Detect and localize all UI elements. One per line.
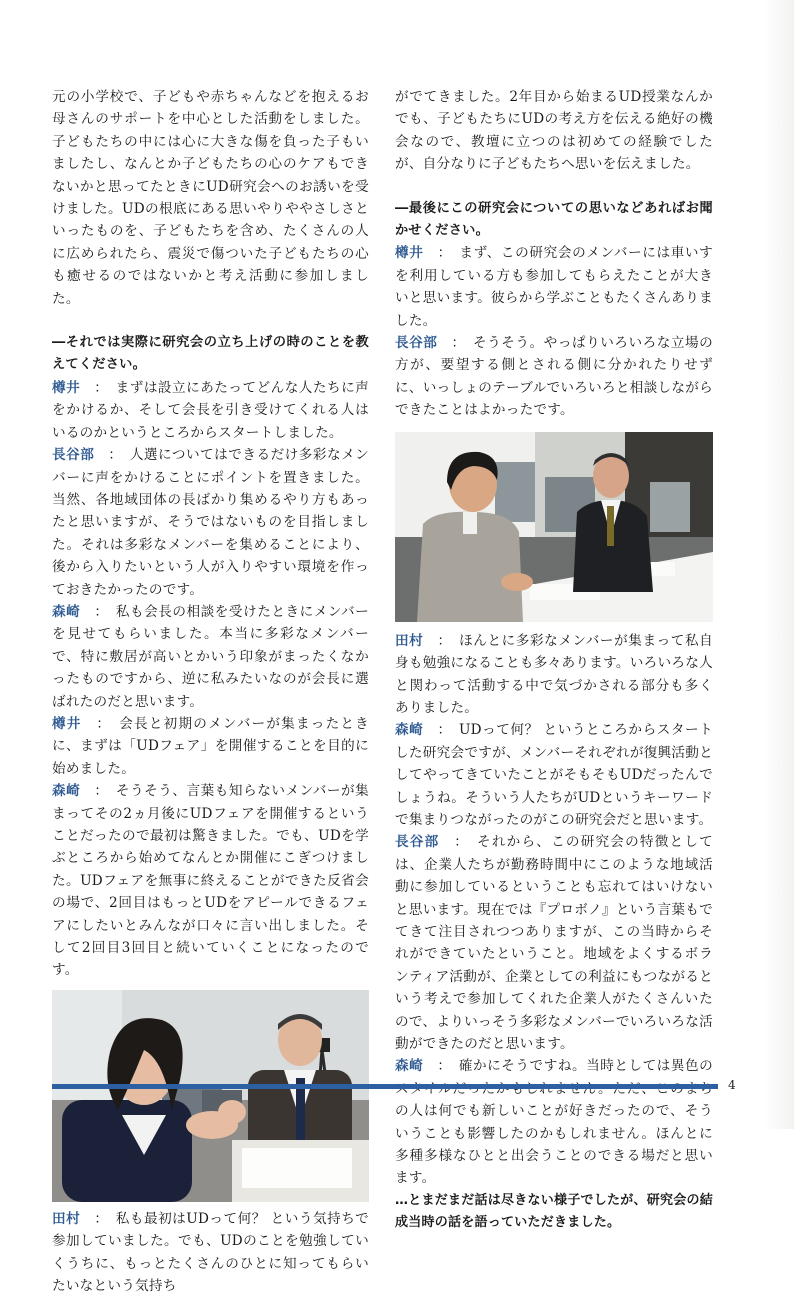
speaker-name: 樽井 — [52, 379, 81, 396]
dialogue-text: そうそう。やっぱりいろいろな立場の方が、要望する側とされる側に分かれたりせずに、いっしょのテーブルでいろいろと相談しながらできたことはよかったです。 — [395, 335, 714, 419]
dialogue-text: 私も最初はUDって何？ という気持ちで参加していました。でも、UDのことを勉強していくうちに、もっとたくさんのひとに知ってもらいたいなという気持ち — [52, 1210, 370, 1295]
dialogue-entry: 田村 ： ほんとに多彩なメンバーが集まって私自身も勉強になることも多々あります。いろいろな人と関わって活動する中で気づかされる部分も多くありました。 — [395, 632, 714, 716]
footer-rule — [52, 1084, 718, 1089]
dialogue-entry: 樽井 ： 会長と初期のメンバーが集まったときに、まずは「UDフェア」を開催することを目的に始めました。 — [52, 715, 370, 777]
speaker-name: 森崎 — [52, 603, 81, 620]
speaker-name: 長谷部 — [395, 834, 440, 851]
speaker-name: 樽井 — [52, 715, 82, 732]
meeting-photo-left — [52, 990, 369, 1202]
right-column — [395, 86, 713, 1235]
left-column — [52, 86, 369, 1297]
meeting-photo-illustration — [52, 990, 369, 1202]
page-number: 4 — [728, 1078, 736, 1092]
speaker-name: 森崎 — [395, 1058, 424, 1075]
dialogue-text: そうそう、言葉も知らないメンバーが集まってその2ヵ月後にUDフェアを開催するということだったので最初は驚きました。でも、UDを学ぶところから始めてなんとか開催にこぎつけました。UDフェアを無事に終えることができた反省会の場で、2回目はもっとUDをアピールできるフェアにしたいとみんなが口々に言い出しました。そして2回目3回目と続いていくことになったのです。 — [52, 783, 370, 979]
speaker-name: 長谷部 — [395, 335, 438, 352]
dialogue-entry: 森崎 ： UDって何？ というところからスタートした研究会ですが、メンバーそれぞれが復興活動としてやってきていたことがそもそもUDだったんでしょうね。そういう人たちがUDというキーワードで集まりつながったのがこの研究会だと思います。 — [395, 722, 713, 828]
dialogue-text: 私も会長の相談を受けたときにメンバーを見せてもらいました。本当に多彩なメンバーで、特に敷居が高いとかいう印象がまったくなかったものですから、逆に私みたいなのが会長に選ばれたのだと思います。 — [52, 603, 370, 710]
dialogue-entry: 森崎 ： 確かにそうですね。当時としては異色の の人は何でも新しいことが好きだったので、そういうことも影響したのかもしれません。ほんとに多種多様なひとと出会うことのできる場だと思います。 — [395, 1058, 714, 1187]
dialogue-entry: 長谷部 ： それから、この研究会の特徴としては、企業人たちが勤務時間中にこのような地域活動に参加しているということも忘れてはいけないと思います。現在では『プロボノ』という言葉もでてきて注目されつつありますが、この当時からそれができていたということ。地域をよくするボランティア活動が、企業としての利益にもつながるという考えで参加してくれた企業人がたくさんいたので、よりいっそう多彩なメンバーでいろいろな活動ができたのだと思います。 — [395, 834, 713, 1052]
dialogue-text: UDって何？ というところからスタートした研究会ですが、メンバーそれぞれが復興活動としてやってきていたことがそもそもUDだったんでしょうね。そういう人たちがUDというキーワードで集まりつながったのがこの研究会だと思います。 — [395, 722, 713, 828]
continuation-paragraph: がでてきました。2年目から始まるUD授業なんかでも、子どもたちにUDの考え方を伝える絶好の機会なので、教壇に立つのは初めての経験でしたが、自分なりに子どもたちへ思いを伝えました。 — [395, 89, 713, 173]
dialogue-text: 会長と初期のメンバーが集まったときに、まずは「UDフェア」を開催することを目的に始めました。 — [52, 715, 370, 777]
speaker-name: 田村 — [52, 1210, 81, 1227]
dialogue-text: ほんとに多彩なメンバーが集まって私自身も勉強になることも多々あります。いろいろな人と関わって活動する中で気づかされる部分も多くありました。 — [395, 632, 714, 716]
dialogue-entry: 長谷部 ： 人選についてはできるだけ多彩なメンバーに声をかけることにポイントを置きました。当然、各地域団体の長ばかり集めるやり方もあったと思いますが、そうではないものを目指しました。それは多彩なメンバーを集めることにより、後から入りたいという人が入りやすい環境を作っておきたかったのです。 — [52, 447, 370, 598]
dialogue-entry: 樽井 ： まずは設立にあたってどんな人たちに声をかけるか、そして会長を引き受けてくれる人はいるのかというところからスタートしました。 — [52, 379, 370, 441]
dialogue-entry: 樽井 ： まず、この研究会のメンバーには車いすを利用している方も参加してもらえたことが大きいと思います。彼らから学ぶこともたくさんありました。 — [395, 245, 713, 329]
intro-paragraph: 元の小学校で、子どもや赤ちゃんなどを抱えるお母さんのサポートを中心とした活動をしました。子どもたちの中には心に大きな傷を負った子もいましたし、なんとか子どもたちの心のケアもできないかと思ってたときにUD研究会へのお誘いを受けました。UDの根底にある思いやりややさしさといったものを、子どもたちを含め、たくさんの人に広められたら、震災で傷ついた子どもたちの心も癒せるのではないかと考え活動に参加しました。 — [52, 89, 369, 307]
dialogue-text: まず、この研究会のメンバーには車いすを利用している方も参加してもらえたことが大きいと思います。彼らから学ぶこともたくさんありました。 — [395, 245, 713, 329]
speaker-name: 長谷部 — [52, 447, 95, 464]
meeting-photo-right — [395, 432, 713, 622]
closing-remark: …とまだまだ話は尽きない様子でしたが、研究会の結成当時の話を語っていただきました。 — [395, 1192, 714, 1231]
dialogue-entry: 森崎 ： そうそう、言葉も知らないメンバーが集まってその2ヵ月後にUDフェアを開催するということだったので最初は驚きました。でも、UDを学ぶところから始めてなんとか開催にこぎつけました。UDフェアを無事に終えることができた反省会の場で、2回目はもっとUDをアピールできるフェアにしたいとみんなが口々に言い出しました。そして2回目3回目と続いていくことになったのです。 — [52, 783, 370, 979]
speaker-name: 田村 — [395, 632, 424, 649]
interview-question: ―最後にこの研究会についての思いなどあればお聞かせください。 — [395, 200, 713, 239]
dialogue-text: まずは設立にあたってどんな人たちに声をかけるか、そして会長を引き受けてくれる人はいるのかというところからスタートしました。 — [52, 379, 370, 441]
meeting-photo-illustration — [395, 432, 713, 622]
speaker-name: 樽井 — [395, 245, 424, 262]
interview-question: ―それでは実際に研究会の立ち上げの時のことを教えてください。 — [52, 335, 369, 373]
dialogue-entry: 森崎 ： 私も会長の相談を受けたときにメンバーを見せてもらいました。本当に多彩なメンバーで、特に敷居が高いとかいう印象がまったくなかったものですから、逆に私みたいなのが会長に選ばれたのだと思います。 — [52, 603, 370, 710]
dialogue-text: それから、この研究会の特徴としては、企業人たちが勤務時間中にこのような地域活動に参加しているということも忘れてはいけないと思います。現在では『プロボノ』という言葉もでてきて注目されつつありますが、この当時からそれができていたということ。地域をよくするボランティア活動が、企業としての利益にもつながるという考えで参加してくれた企業人がたくさんいたので、よりいっそう多彩なメンバーでいろいろな活動ができたのだと思います。 — [395, 834, 713, 1052]
page-edge-shade — [764, 0, 794, 1129]
dialogue-text: 人選についてはできるだけ多彩なメンバーに声をかけることにポイントを置きました。当然、各地域団体の長ばかり集めるやり方もあったと思いますが、そうではないものを目指しました。それは多彩なメンバーを集めることにより、後から入りたいという人が入りやすい環境を作っておきたかったのです。 — [52, 447, 370, 598]
dialogue-text: 確かにそうですね。当時としては異色の の人は何でも新しいことが好きだったので、そういうことも影響したのかもしれません。ほんとに多種多様なひとと出会うことのできる場だと思います。 — [395, 1058, 714, 1187]
dialogue-entry: 長谷部 ： そうそう。やっぱりいろいろな立場の方が、要望する側とされる側に分かれたりせずに、いっしょのテーブルでいろいろと相談しながらできたことはよかったです。 — [395, 335, 714, 419]
dialogue-entry: 田村 ： 私も最初はUDって何？ という気持ちで参加していました。でも、UDのことを勉強していくうちに、もっとたくさんのひとに知ってもらいたいなという気持ち — [52, 1210, 370, 1295]
speaker-name: 森崎 — [52, 783, 81, 800]
speaker-name: 森崎 — [395, 722, 424, 739]
